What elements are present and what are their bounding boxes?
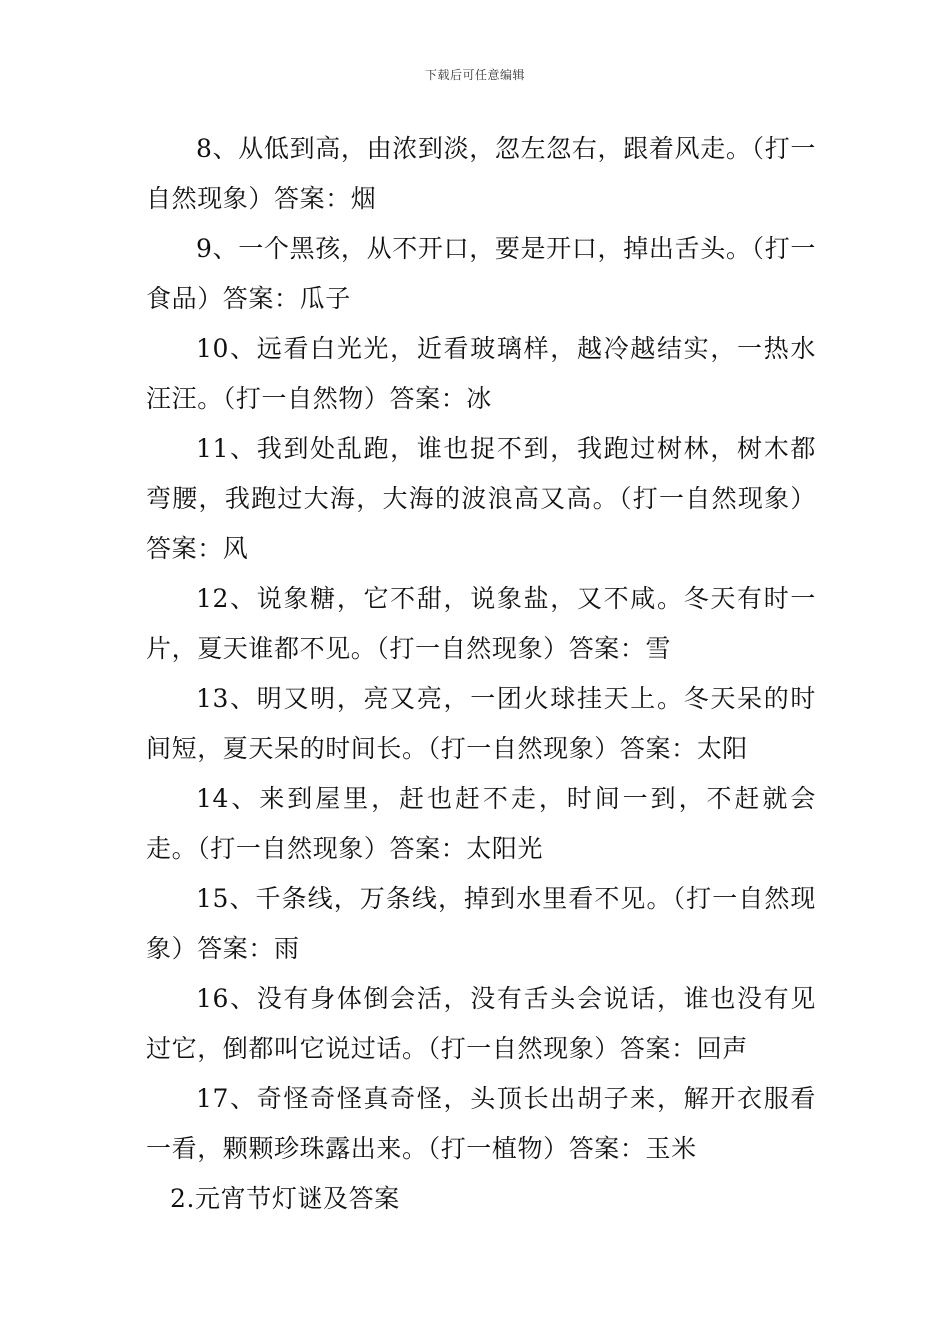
riddle-17: 17、奇怪奇怪真奇怪，头顶长出胡子来，解开衣服看一看，颗颗珍珠露出来。（打一植物）答案：玉米 [146,1084,816,1163]
riddle-12: 12、说象糖，它不甜，说象盐，又不咸。冬天有时一片，夏天谁都不见。（打一自然现象）答案：雪 [146,584,816,663]
riddle-10: 10、远看白光光，近看玻璃样，越冷越结实，一热水汪汪。（打一自然物）答案：冰 [146,334,816,413]
riddle-14: 14、来到屋里，赶也赶不走，时间一到，不赶就会走。（打一自然现象）答案：太阳光 [146,784,816,863]
riddle-9: 9、一个黑孩，从不开口，要是开口，掉出舌头。（打一食品）答案：瓜子 [146,234,816,313]
header-note: 下载后可任意编辑 [424,68,525,82]
section-heading: 2.元宵节灯谜及答案 [170,1184,400,1213]
riddle-13: 13、明又明，亮又亮，一团火球挂天上。冬天呆的时间短，夏天呆的时间长。（打一自然现象）答案：太阳 [146,684,816,763]
document-body [146,124,816,1224]
riddle-11: 11、我到处乱跑，谁也捉不到，我跑过树林，树木都弯腰，我跑过大海，大海的波浪高又高。（打一自然现象）答案：风 [146,434,816,563]
riddle-15: 15、千条线，万条线，掉到水里看不见。（打一自然现象）答案：雨 [146,884,816,963]
riddle-16: 16、没有身体倒会活，没有舌头会说话，谁也没有见过它，倒都叫它说过话。（打一自然现象）答案：回声 [146,984,816,1063]
riddle-8: 8、从低到高，由浓到淡，忽左忽右，跟着风走。（打一自然现象）答案：烟 [146,134,816,213]
